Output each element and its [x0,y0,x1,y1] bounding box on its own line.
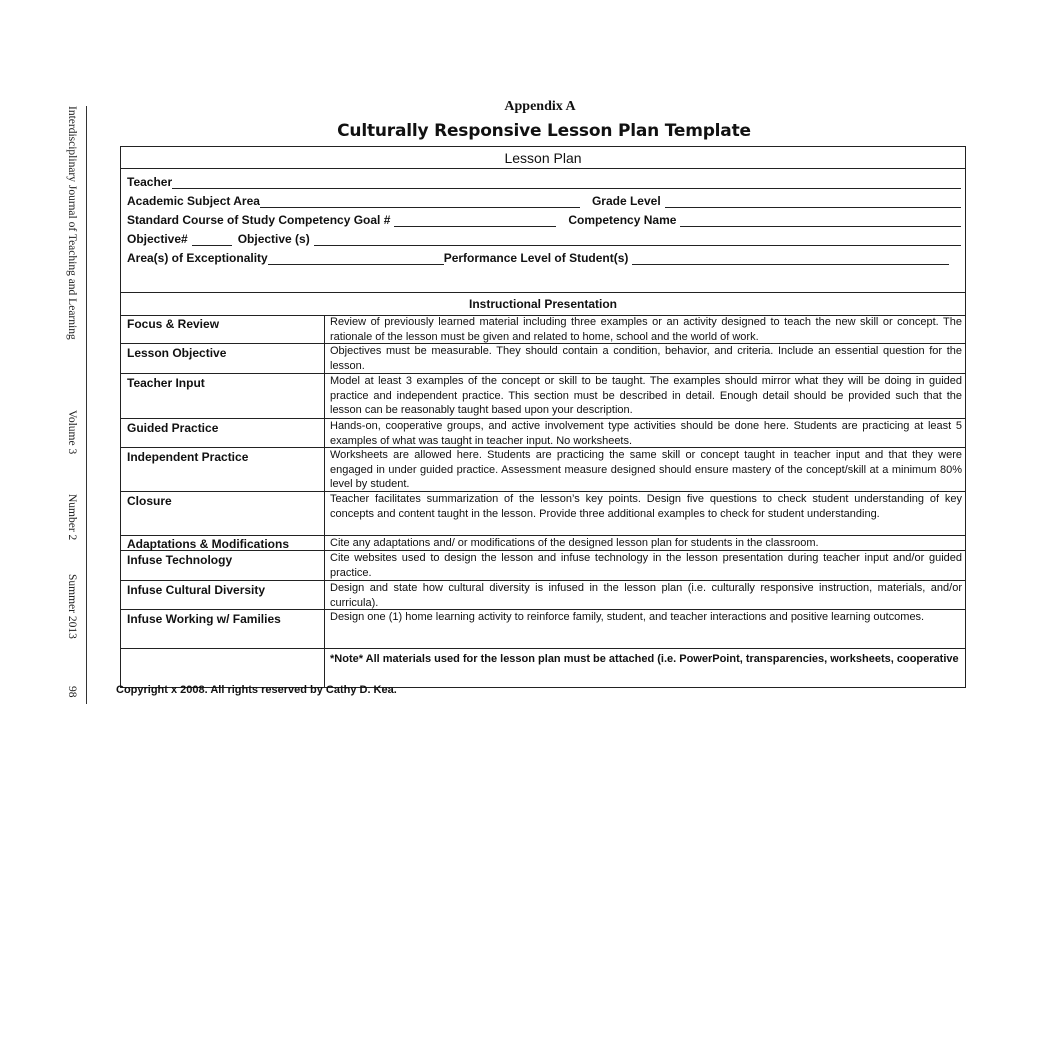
volume-label: Volume 3 [66,410,78,455]
objective-field[interactable] [314,233,961,246]
table-row [121,448,965,492]
competency-field[interactable] [680,214,961,227]
grade-label: Grade Level [591,194,661,208]
row-label: Adaptations & Modifications [127,537,289,551]
row-label: Guided Practice [127,421,219,435]
performance-label: Performance Level of Student(s) [443,251,629,265]
objective-number-label: Objective# [127,232,188,246]
goal-line [127,209,961,227]
lesson-plan-table [120,146,966,688]
row-description: Objectives must be measurable. They should contain a condition, behavior, and criteria. Include an essential question for the lesson. [330,345,962,372]
instructional-heading: Instructional Presentation [121,292,965,316]
row-label: Closure [127,494,172,508]
objective-number-field[interactable] [192,233,232,246]
table-row [121,610,965,649]
copyright-notice: Copyright x 2008. All rights reserved by Cathy D. Kea. [116,684,397,696]
objective-line [127,228,961,246]
row-label: Infuse Technology [127,553,233,567]
table-row [121,344,965,374]
table-row [121,419,965,448]
exceptionality-label: Area(s) of Exceptionality [127,251,268,265]
row-description: Cite any adaptations and/ or modifications of the designed lesson plan for students in the classroom. [330,537,819,549]
performance-field[interactable] [632,252,949,265]
row-label: Teacher Input [127,376,205,390]
journal-name: Interdisciplinary Journal of Teaching and Learning [66,106,78,340]
teacher-label: Teacher [127,175,173,189]
row-description: Cite websites used to design the lesson and infuse technology in the lesson presentation during teacher input and/or guided practice. [330,552,962,579]
row-description: Teacher facilitates summarization of the lesson’s key points. Design five questions to check student understanding of key concepts and content taught in the lesson. Provide three additional examples to check for student understanding. [330,493,962,520]
page-title: Culturally Responsive Lesson Plan Template [337,121,751,141]
goal-field[interactable] [394,214,556,227]
page-number: 98 [66,686,78,698]
row-label: Infuse Cultural Diversity [127,583,266,597]
subject-field[interactable] [260,195,580,208]
objective-label: Objective (s) [237,232,310,246]
issue-season: Summer 2013 [66,574,78,639]
teacher-line [127,171,961,189]
exceptionality-field[interactable] [268,252,444,265]
margin-rule [86,106,87,704]
goal-label: Standard Course of Study Competency Goal # [127,213,391,227]
row-description: Design and state how cultural diversity is infused in the lesson plan (i.e. culturally responsive instruction, materials, and/or curricula). [330,582,962,609]
row-description: Review of previously learned material including three examples or an activity designed to teach the new skill or concept. The rationale of the lesson must be given and related to home, school and the world of work. [330,316,962,343]
row-description: Design one (1) home learning activity to reinforce family, student, and teacher interactions and positive learning outcomes. [330,611,925,623]
teacher-field[interactable] [172,176,961,189]
table-row [121,492,965,536]
exceptionality-line [127,247,949,265]
table-row [121,315,965,344]
table-row [121,374,965,419]
competency-label: Competency Name [568,213,677,227]
appendix-label: Appendix A [504,99,576,114]
grade-field[interactable] [665,195,961,208]
row-label: Independent Practice [127,450,249,464]
row-label: Lesson Objective [127,346,227,360]
row-description: Worksheets are allowed here. Students are practicing the same skill or concept taught in teacher input and that they were engaged in under guided practice. Assessment measure designed should ensure mastery of the concept/skill at a minimum 80% level by student. [330,449,962,490]
running-header [58,106,80,706]
row-label: Infuse Working w/ Families [127,612,281,626]
table-row [121,536,965,551]
subject-line [127,190,961,208]
table-row [121,649,965,687]
subject-label: Academic Subject Area [127,194,260,208]
row-description: Model at least 3 examples of the concept or skill to be taught. The examples should mirror what they will be doing in guided practice and independent practice. This section must be described in detail. Enough detail should be provided such that the lesson can be reasonably taught based upon your description. [330,375,962,416]
lesson-plan-heading: Lesson Plan [121,147,965,169]
row-label: Focus & Review [127,317,220,331]
table-row [121,581,965,610]
note-text: *Note* All materials used for the lesson plan must be attached (i.e. PowerPoint, transparencies, worksheets, cooperative [330,653,959,665]
issue-number: Number 2 [66,494,78,541]
table-row [121,551,965,581]
row-description: Hands-on, cooperative groups, and active involvement type activities should be done here. Students are practicing at least 5 examples of what was taught in teacher input. No worksheets. [330,420,962,447]
